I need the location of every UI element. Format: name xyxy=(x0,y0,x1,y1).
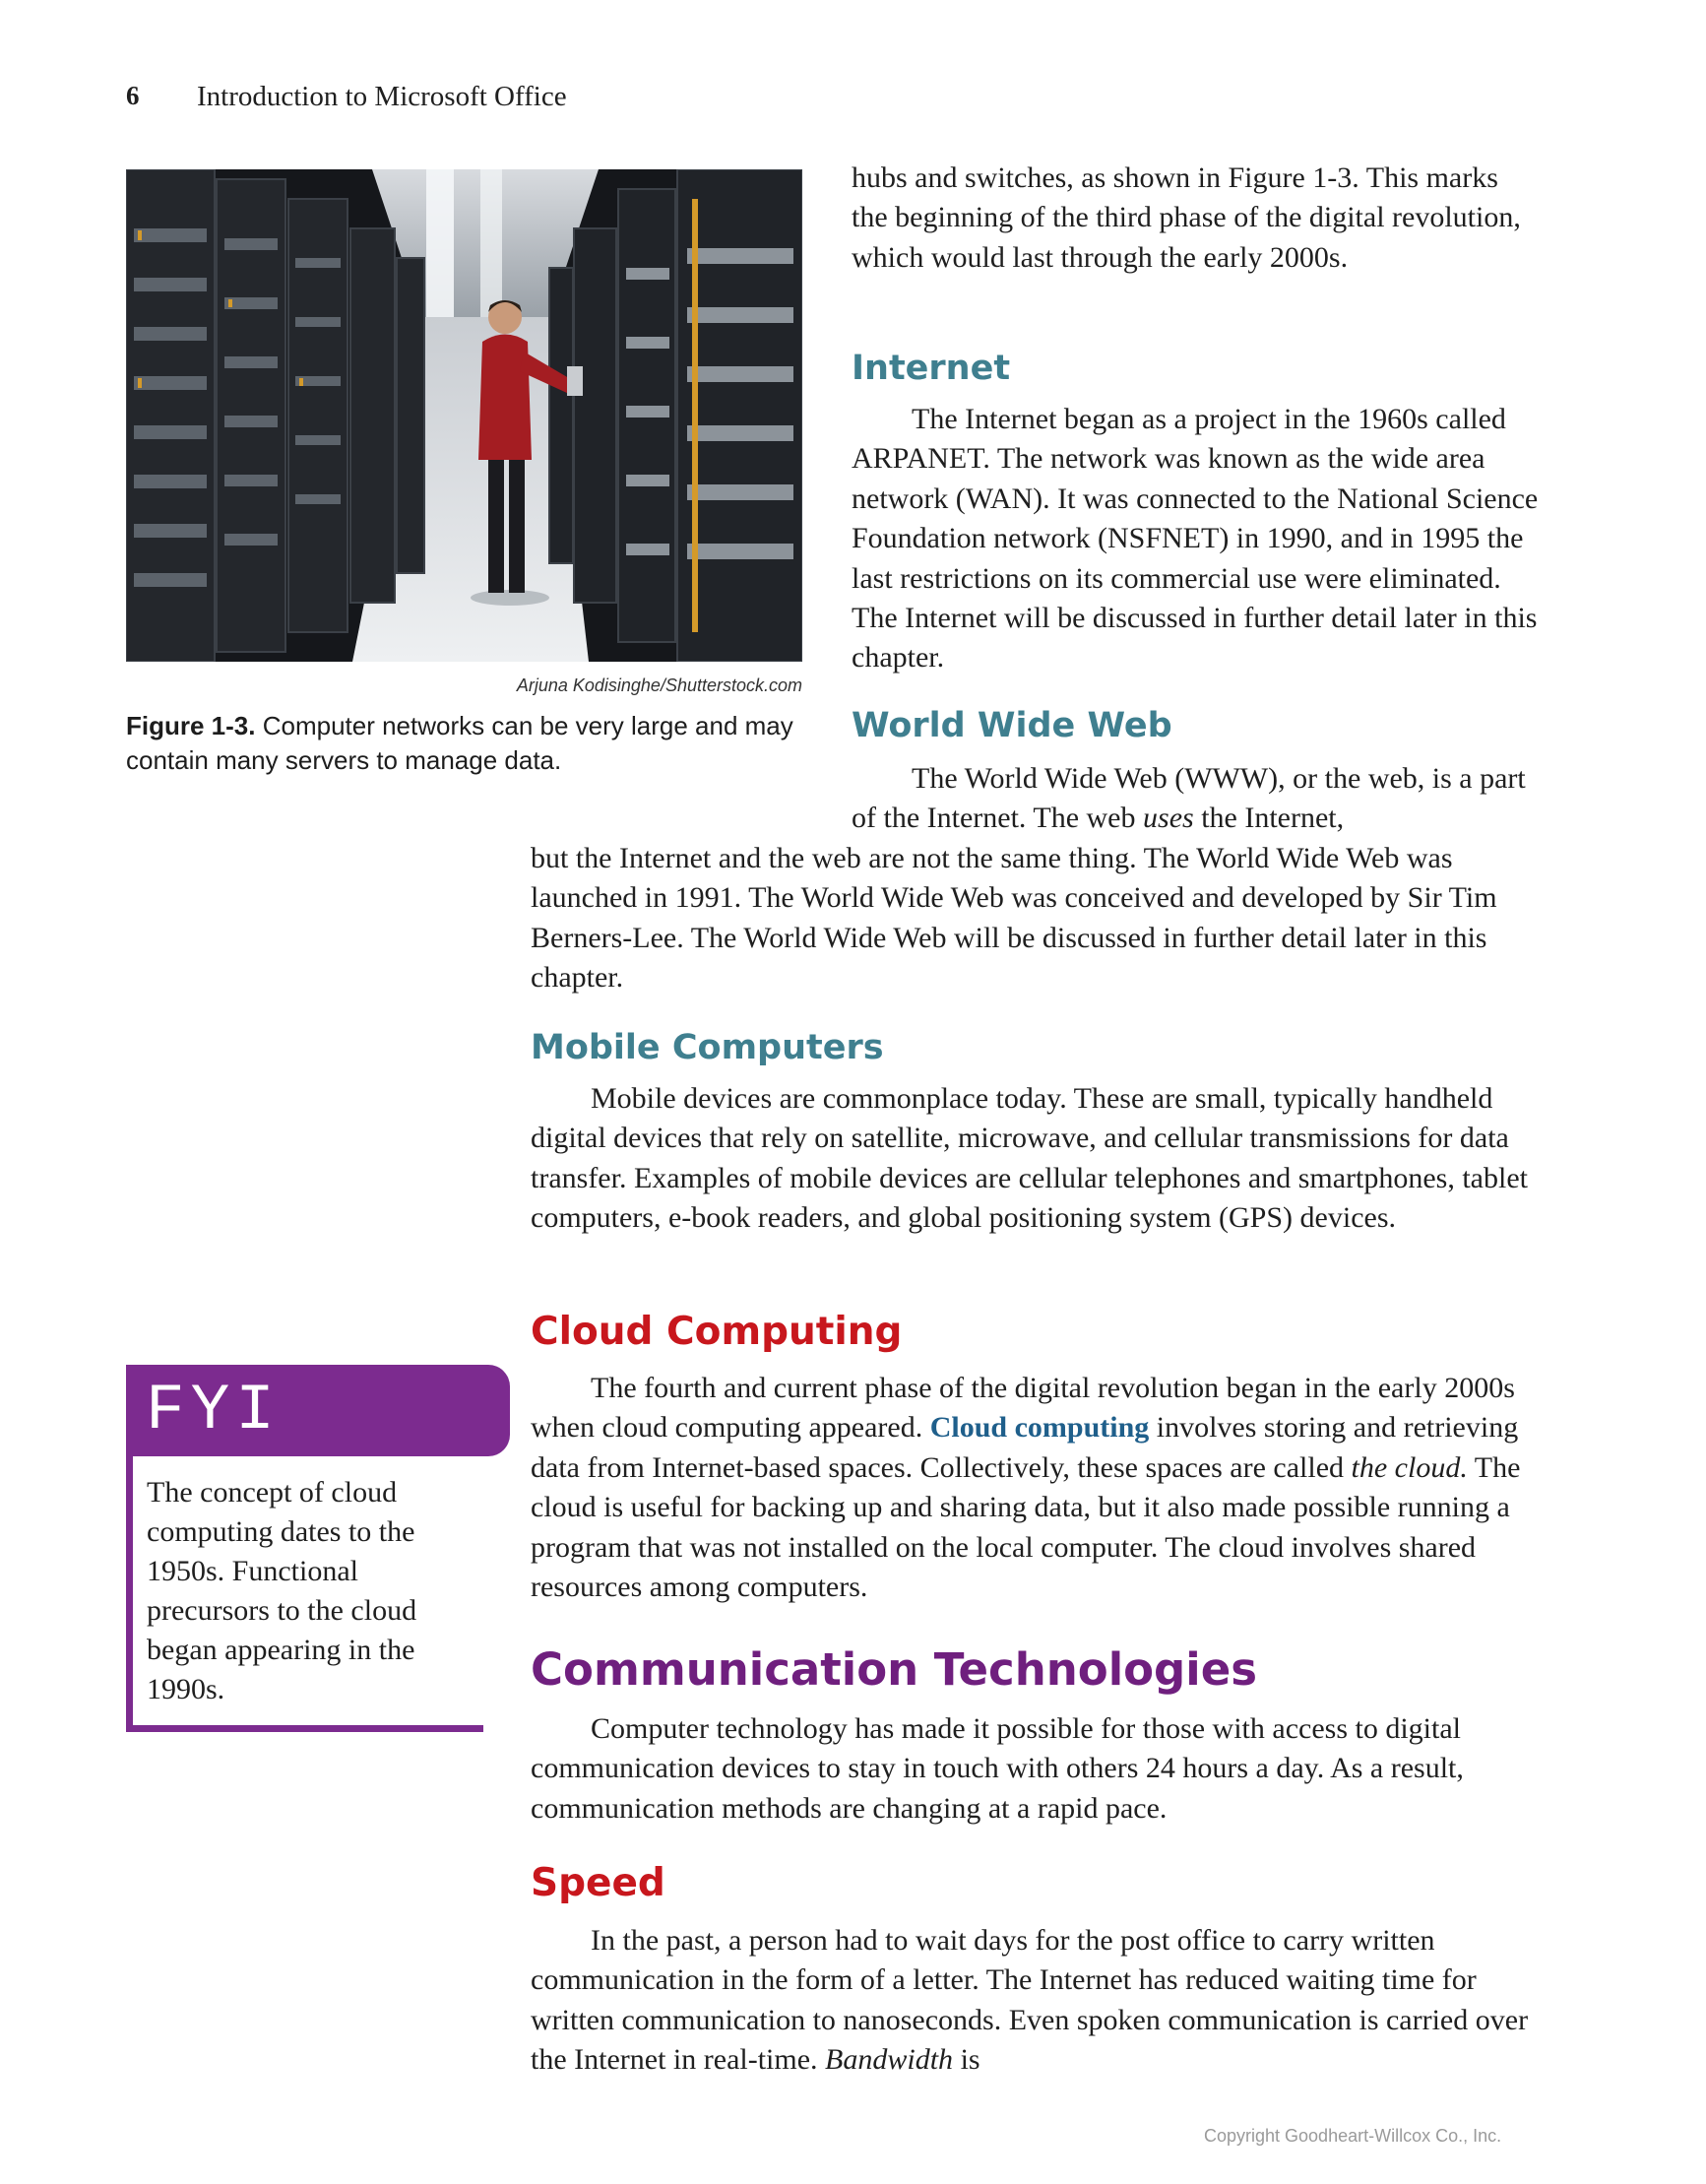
heading-mobile-computers: Mobile Computers xyxy=(531,1028,884,1067)
fyi-left-border xyxy=(126,1456,133,1732)
www-paragraph-a xyxy=(852,759,1541,839)
page-number: 6 xyxy=(126,81,140,110)
heading-cloud-computing: Cloud Computing xyxy=(531,1310,903,1354)
server-room-photo xyxy=(126,169,802,662)
cloud-text-b: involves storing and retrieving data from Internet-based spaces. Collectively, these spaces are called xyxy=(531,1411,1519,1484)
indent xyxy=(852,762,912,795)
www-text-b: the Internet, xyxy=(1201,802,1345,835)
speed-text-emphasis: Bandwidth xyxy=(825,2043,954,2077)
indent xyxy=(852,403,912,435)
fyi-body-text: The concept of cloud computing dates to the 1950s. Functional precursors to the cloud began appearing in the 1990s. xyxy=(147,1476,417,1705)
figure-caption xyxy=(126,709,805,778)
internet-paragraph xyxy=(852,400,1541,678)
cloud-text-a: The fourth and current phase of the digital revolution began in the early 2000s when cloud computing appeared. xyxy=(531,1372,1515,1445)
mobile-paragraph xyxy=(531,1079,1549,1239)
www-text-emphasis: uses xyxy=(1143,802,1194,835)
keyword-cloud-computing: Cloud computing xyxy=(929,1411,1150,1445)
heading-internet: Internet xyxy=(852,349,1011,388)
cloud-text-emphasis: the cloud. xyxy=(1351,1450,1468,1484)
heading-world-wide-web: World Wide Web xyxy=(852,706,1172,745)
indent xyxy=(531,1082,591,1115)
www-paragraph-b xyxy=(531,839,1549,998)
www-text-c: but the Internet and the web are not the same thing. The World Wide Web was launched in 1991. The World Wide Web was conceived and developed by Sir Tim Berners-Lee. The World Wide Web will be discussed in further detail later in this chapter. xyxy=(531,842,1497,995)
figure-caption-text: Computer networks can be very large and may contain many servers to manage data. xyxy=(126,711,793,775)
indent xyxy=(531,1372,591,1404)
photo-credit: Arjuna Kodisinghe/Shutterstock.com xyxy=(516,675,802,695)
cloud-text-c: The cloud is useful for backing up and sharing data, but it also made possible running a program that was not installed on the local computer. The cloud involves shared resources among computers. xyxy=(531,1450,1521,1604)
www-text-a: The World Wide Web (WWW), or the web, is a part of the Internet. The web xyxy=(852,762,1526,835)
fyi-bottom-border xyxy=(126,1725,483,1732)
intro-paragraph xyxy=(852,159,1541,278)
intro-text: hubs and switches, as shown in Figure 1-3. This marks the beginning of the third phase of the digital revolution, which would last through the early 2000s. xyxy=(852,161,1521,274)
heading-communication-technologies: Communication Technologies xyxy=(531,1643,1257,1696)
speed-text-b: is xyxy=(960,2043,980,2077)
mobile-text: Mobile devices are commonplace today. These are small, typically handheld digital devices that rely on satellite, microwave, and cellular transmissions for data transfer. Examples of mobile devices are cellular telephones and smartphones, tablet computers, e-book readers, and global positioning system (GPS) devices. xyxy=(531,1082,1528,1235)
figure-label: Figure 1-3. xyxy=(126,711,256,740)
speed-paragraph xyxy=(531,1921,1545,2081)
indent xyxy=(531,1924,591,1957)
heading-speed: Speed xyxy=(531,1861,665,1905)
copyright-notice: Copyright Goodheart-Willcox Co., Inc. xyxy=(1204,2126,1502,2146)
running-head-title: Introduction to Microsoft Office xyxy=(197,81,567,112)
cloud-paragraph xyxy=(531,1369,1545,1607)
communication-paragraph xyxy=(531,1709,1549,1829)
fyi-title: FYI xyxy=(146,1374,281,1447)
speed-text-a: In the past, a person had to wait days for the post office to carry written communication in the form of a letter. The Internet has reduced waiting time for written communication to nanoseconds. Even spoken communication is carried over the Internet in real-time. xyxy=(531,1924,1529,2077)
internet-text: The Internet began as a project in the 1960s called ARPANET. The network was known as the wide area network (WAN). It was connected to the National Science Foundation network (NSFNET) in 1990, and in 1995 the last restrictions on its commercial use were eliminated. The Internet will be discussed in further detail later in this chapter. xyxy=(852,403,1539,674)
indent xyxy=(531,1712,591,1745)
communication-text: Computer technology has made it possible for those with access to digital communication devices to stay in touch with others 24 hours a day. As a result, communication methods are changing at a rapid pace. xyxy=(531,1712,1464,1825)
